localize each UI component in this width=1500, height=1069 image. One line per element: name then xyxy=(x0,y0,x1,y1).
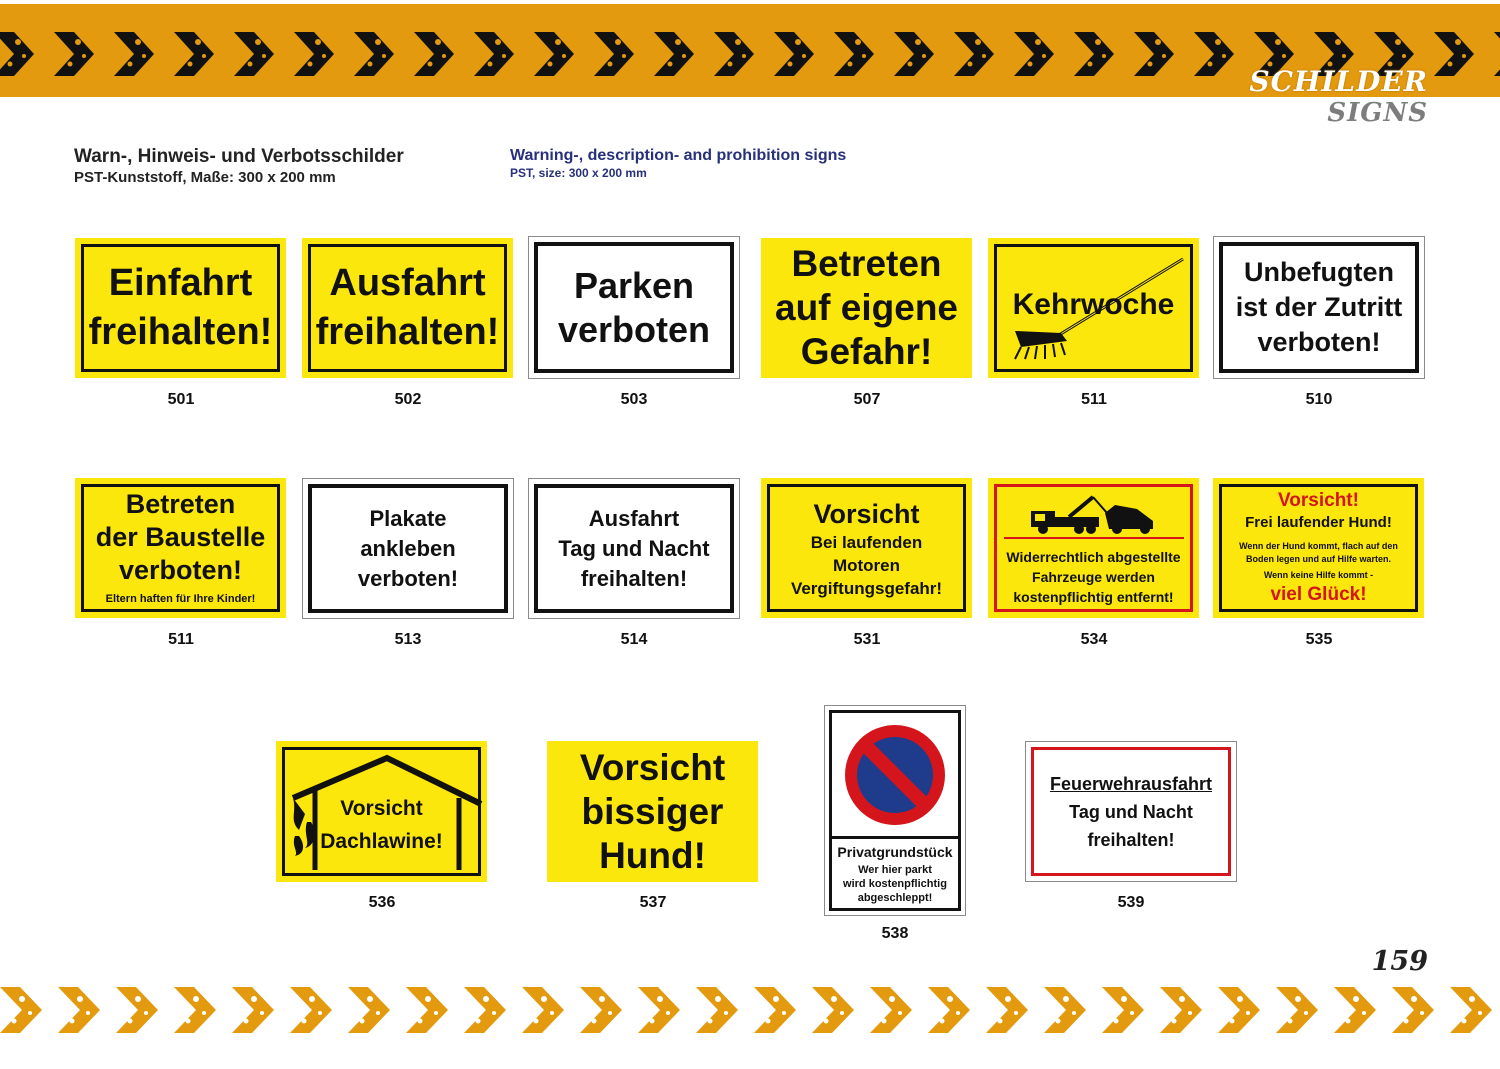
product-code: 531 xyxy=(853,631,881,648)
sign-501 xyxy=(75,238,286,378)
bottom-chevron-band xyxy=(0,985,1500,1035)
section-title-en: SIGNS xyxy=(1327,98,1428,128)
no-parking-icon xyxy=(840,720,950,830)
product-code: 536 xyxy=(368,894,396,911)
page-number: 159 xyxy=(1371,946,1428,977)
sign-text: Tag und Nacht xyxy=(558,535,710,561)
sign-small-text: Boden legen und auf Hilfe warten. xyxy=(1245,553,1391,564)
sign-text: freihalten! xyxy=(580,565,688,591)
sign-text: Frei laufender Hund! xyxy=(1245,513,1392,531)
sign-small-text: Eltern haften für Ihre Kinder! xyxy=(105,592,256,605)
sign-text: verboten! xyxy=(1257,327,1381,357)
sign-text: viel Glück! xyxy=(1270,583,1367,605)
sign-538 xyxy=(824,705,966,916)
sign-text: der Baustelle xyxy=(95,521,266,552)
sign-503 xyxy=(528,236,740,379)
product-code: 537 xyxy=(639,894,667,911)
heading-english-title: Warning-, description- and prohibition signs xyxy=(510,147,847,164)
sign-511-baustelle xyxy=(75,478,286,618)
sign-small-text: abgeschleppt! xyxy=(857,892,933,904)
sign-536 xyxy=(276,741,487,882)
section-title xyxy=(1249,66,1428,128)
sign-text: freihalten! xyxy=(88,311,273,353)
sign-text: Privatgrundstück xyxy=(837,844,953,860)
divider xyxy=(832,836,958,839)
product-code: 535 xyxy=(1305,631,1333,648)
sign-535 xyxy=(1213,478,1424,618)
sign-513 xyxy=(302,478,514,619)
sign-text: Widerrechtlich abgestellte xyxy=(1006,549,1181,565)
sign-text: Hund! xyxy=(599,834,706,876)
sign-539 xyxy=(1025,741,1237,882)
product-code: 538 xyxy=(881,925,909,942)
sign-text: Bei laufenden xyxy=(810,532,923,552)
sign-text: freihalten! xyxy=(1087,829,1175,850)
sign-text: Kehrwoche xyxy=(1012,288,1175,321)
product-code: 513 xyxy=(394,631,422,648)
sign-text: Feuerwehrausfahrt xyxy=(1049,773,1213,794)
product-code: 511 xyxy=(168,631,194,648)
product-code: 511 xyxy=(1081,391,1107,408)
sign-text: verboten! xyxy=(357,565,459,591)
product-code: 510 xyxy=(1305,391,1333,408)
heading-german xyxy=(74,146,404,187)
sign-small-text: Wenn der Hund kommt, flach auf den xyxy=(1239,540,1398,551)
sign-534 xyxy=(988,478,1199,618)
sign-text: Motoren xyxy=(832,555,901,575)
sign-text: auf eigene xyxy=(775,287,958,328)
sign-text: Vorsicht xyxy=(340,796,423,820)
sign-text: Gefahr! xyxy=(800,331,933,372)
sign-510 xyxy=(1213,236,1425,379)
sign-text: bissiger xyxy=(581,790,724,832)
product-code: 501 xyxy=(167,391,195,408)
tow-truck-icon xyxy=(1029,491,1159,535)
product-code: 502 xyxy=(394,391,422,408)
heading-english-subtitle: PST, size: 300 x 200 mm xyxy=(510,166,647,180)
product-code: 539 xyxy=(1117,894,1145,911)
sign-text: Einfahrt xyxy=(108,262,253,304)
sign-text: Ausfahrt xyxy=(588,505,680,531)
sign-text: Unbefugten xyxy=(1244,257,1394,287)
sign-small-text: wird kostenpflichtig xyxy=(843,878,947,890)
sign-text: verboten! xyxy=(118,554,242,585)
heading-german-subtitle: PST-Kunststoff, Maße: 300 x 200 mm xyxy=(74,169,336,186)
sign-507 xyxy=(761,238,972,378)
red-divider xyxy=(1004,537,1184,539)
product-code: 503 xyxy=(620,391,648,408)
sign-text: Vorsicht! xyxy=(1278,489,1359,511)
sign-531 xyxy=(761,478,972,618)
sign-text: Tag und Nacht xyxy=(1069,801,1193,822)
sign-511-kehrwoche xyxy=(988,238,1199,378)
sign-text: verboten xyxy=(557,308,711,350)
sign-text: Dachlawine! xyxy=(320,829,443,853)
sign-text: Vergiftungsgefahr! xyxy=(790,578,943,598)
chevron-pattern-icon xyxy=(0,985,1500,1035)
sign-text: Plakate xyxy=(369,505,447,531)
sign-text: Parken xyxy=(573,264,695,306)
sign-text: Vorsicht xyxy=(813,498,920,529)
sign-text: ist der Zutritt xyxy=(1235,292,1403,322)
sign-text: Vorsicht xyxy=(579,746,726,788)
sign-text: kostenpflichtig entfernt! xyxy=(1013,589,1174,605)
sign-text: ankleben xyxy=(360,535,456,561)
sign-text: Ausfahrt xyxy=(329,262,486,304)
heading-english xyxy=(510,146,846,181)
section-title-de: SCHILDER xyxy=(1249,65,1428,98)
product-code: 514 xyxy=(620,631,648,648)
sign-small-text: Wenn keine Hilfe kommt - xyxy=(1263,569,1374,580)
sign-502 xyxy=(302,238,513,378)
heading-german-title: Warn-, Hinweis- und Verbotsschilder xyxy=(74,146,404,167)
sign-text: freihalten! xyxy=(315,311,500,353)
sign-text: Betreten xyxy=(791,243,942,284)
sign-514 xyxy=(528,478,740,619)
sign-text: Fahrzeuge werden xyxy=(1032,569,1155,585)
sign-537 xyxy=(547,741,758,882)
product-code: 534 xyxy=(1080,631,1108,648)
product-code: 507 xyxy=(853,391,881,408)
sign-small-text: Wer hier parkt xyxy=(858,864,932,876)
sign-text: Betreten xyxy=(125,488,236,519)
